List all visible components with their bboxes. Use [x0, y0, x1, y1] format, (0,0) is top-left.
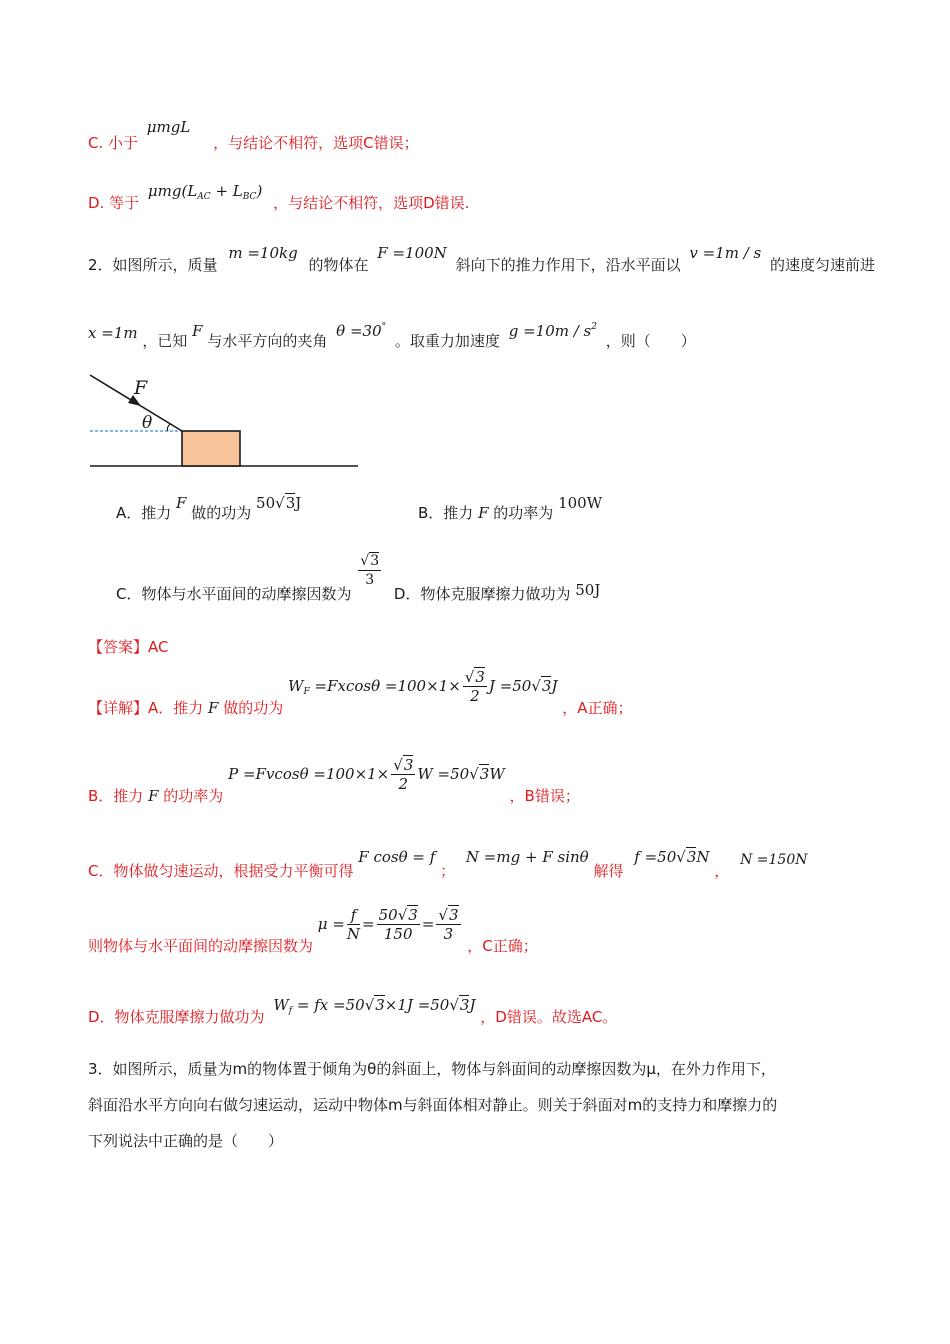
- math-friction-work: $W_f$ = fx =50√3×1J =50√3J: [273, 996, 476, 1016]
- option-c-label: C. 小于: [88, 134, 139, 152]
- q2-text-1: 的物体在: [308, 256, 369, 274]
- q2-text-4: ，已知: [142, 332, 188, 350]
- math-mumgl: μmgL: [146, 118, 191, 136]
- angle-arc: [167, 424, 170, 431]
- math-balance-1: F cosθ = f: [358, 848, 436, 866]
- detail-c-label: C．物体做匀速运动，根据受力平衡可得: [88, 862, 354, 880]
- detail-c-comma: ，: [714, 862, 730, 880]
- option-d-line: [88, 182, 470, 214]
- option-d-text: D．物体克服摩擦力做功为: [393, 585, 571, 603]
- block: [182, 431, 240, 466]
- detail-a-label: 【详解】A．推力: [88, 698, 204, 717]
- math-option-c-value: $\frac{√3}{3}$: [360, 553, 380, 588]
- math-gravity: $g =10m / s^2$: [508, 322, 597, 340]
- math-balance-2: N =mg + F sinθ: [465, 848, 589, 866]
- option-b: [418, 494, 603, 523]
- math-f-symbol-b: F: [478, 504, 489, 522]
- detail-b-tail: ，B错误；: [509, 786, 580, 805]
- option-c-tail: ，与结论不相符，选项C错误；: [213, 134, 419, 152]
- option-d-tail: ，与结论不相符，选项D错误.: [273, 194, 470, 212]
- math-distance: x =1m: [88, 324, 138, 342]
- option-c-line: [88, 118, 419, 153]
- detail-d-label: D．物体克服摩擦力做功为: [88, 1008, 265, 1026]
- detail-c2-label: 则物体与水平面间的动摩擦因数为: [88, 936, 314, 955]
- math-f-symbol: F: [192, 322, 203, 340]
- math-mu-formula: μ = $\frac{f}{N}$ = $\frac{50√3}{150}$ = $\frac{√3}{3}$: [317, 906, 459, 943]
- option-b-label: B．推力: [418, 504, 474, 522]
- option-a: [116, 494, 302, 523]
- q2-text-2: 斜向下的推力作用下，沿水平面以: [455, 256, 681, 274]
- detail-a-tail: ，A正确；: [562, 698, 633, 717]
- detail-a-mid: 做的功为: [223, 698, 284, 717]
- detail-b-label: B．推力: [88, 786, 144, 805]
- math-f-symbol-a: F: [176, 494, 187, 512]
- detail-c2-tail: ，C正确；: [467, 936, 538, 955]
- detail-c: [88, 848, 808, 881]
- force-diagram: [86, 370, 366, 472]
- math-work-formula: $W_F =Fxcos\theta =100\times 1\times$ $\frac{√3}{2}$ J =50√3J: [288, 668, 558, 705]
- question-3-line-1: 3．如图所示，质量为m的物体置于倾角为θ的斜面上，物体与斜面间的动摩擦因数为μ，在外力作用下，: [88, 1060, 776, 1078]
- answer-label: 【答案】AC: [88, 638, 169, 656]
- detail-d: [88, 996, 618, 1028]
- question-3-line-2: 斜面沿水平方向向右做匀速运动，运动中物体m与斜面体相对静止。则关于斜面对m的支持力和摩擦力的: [88, 1096, 778, 1114]
- detail-b-mid: 的功率为: [163, 786, 224, 805]
- detail-d-tail: ，D错误。故选AC。: [480, 1008, 618, 1026]
- math-mass: m =10kg: [228, 244, 298, 262]
- detail-c-solve: 解得: [593, 862, 624, 880]
- option-c-text: C．物体与水平面间的动摩擦因数为: [116, 585, 352, 603]
- detail-b: [88, 756, 580, 805]
- detail-c2: [88, 906, 538, 955]
- q2-text-3: 的速度匀速前进: [770, 256, 876, 274]
- math-mumg-lac-lbc: $\mu mg(L_{AC} + L_{BC})$: [147, 182, 263, 202]
- math-normal-value: N =150N: [740, 852, 808, 868]
- q2-text-6: 。取重力加速度: [394, 332, 500, 350]
- math-force: F =100N: [377, 244, 447, 262]
- force-label: F: [134, 377, 148, 399]
- question-2-line-1: [88, 244, 876, 275]
- question-3-line-3: 下列说法中正确的是（ ）: [88, 1132, 284, 1150]
- q2-text-5: 与水平方向的夹角: [207, 332, 328, 350]
- option-c: [116, 552, 601, 603]
- question-2-line-2: [88, 322, 696, 351]
- option-a-label: A．推力: [116, 504, 172, 522]
- option-a-post: 做的功为: [191, 504, 252, 522]
- math-option-b-value: 100W: [558, 494, 603, 512]
- math-angle: θ =30°: [336, 322, 387, 340]
- option-b-post: 的功率为: [493, 504, 554, 522]
- option-d-label: D. 等于: [88, 194, 140, 212]
- math-option-a-value: 50√3J: [256, 494, 302, 512]
- math-velocity: v =1m / s: [689, 244, 762, 262]
- math-f-symbol-detail: F: [208, 698, 219, 717]
- detail-a: [88, 668, 633, 717]
- math-power-formula: P =Fvcosθ =100×1× $\frac{√3}{2}$ W =50√3W: [228, 756, 505, 793]
- q2-number: 2．如图所示，质量: [88, 256, 218, 274]
- detail-c-sep: ；: [440, 862, 456, 880]
- math-f-symbol-b-detail: F: [148, 786, 159, 805]
- q2-text-7: ，则（ ）: [605, 332, 696, 350]
- math-friction-value: f =50√3N: [634, 848, 710, 866]
- angle-label: θ: [142, 413, 153, 433]
- math-option-d-value: 50J: [575, 581, 601, 599]
